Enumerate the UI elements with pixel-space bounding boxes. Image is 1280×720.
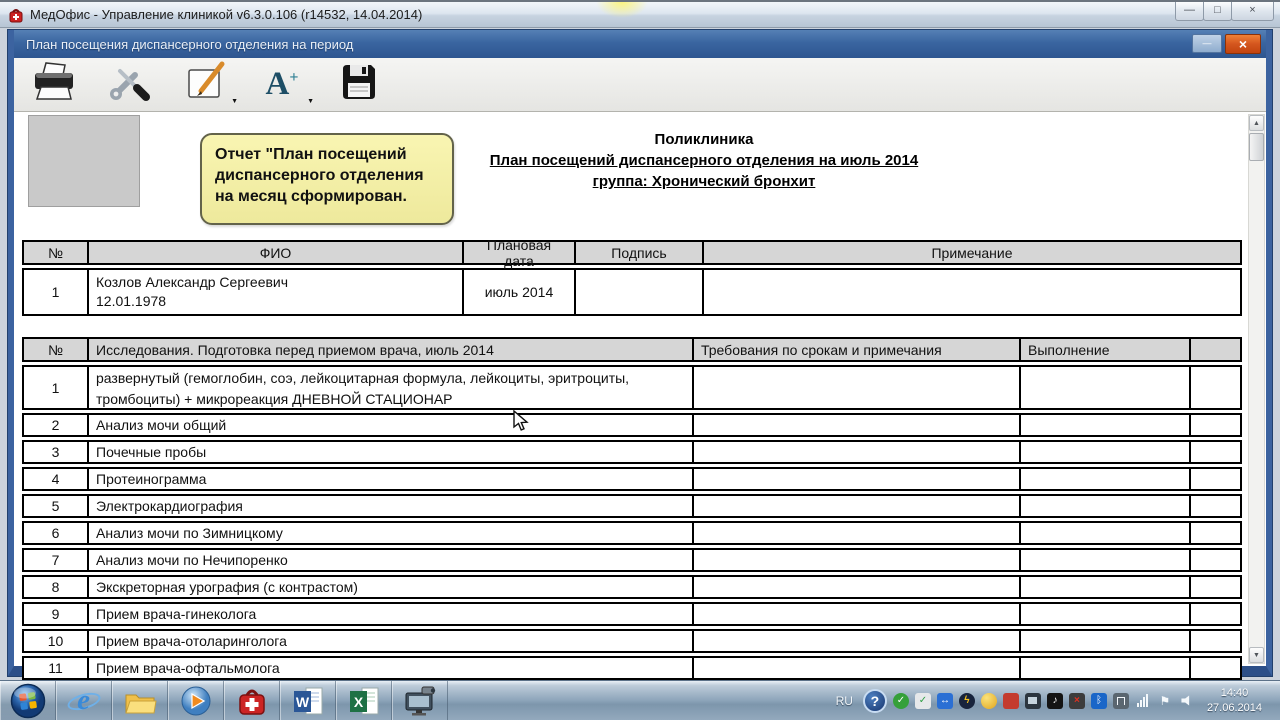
study-extra xyxy=(1189,415,1240,435)
action-center-flag-icon[interactable]: ⚑ xyxy=(1159,693,1171,708)
study-text: Анализ мочи по Зимницкому xyxy=(87,523,692,543)
study-done xyxy=(1019,496,1189,516)
col-header-study: Исследования. Подготовка перед приемом врача, июль 2014 xyxy=(87,339,692,360)
window-titlebar xyxy=(0,0,1280,28)
study-requirements xyxy=(692,442,1019,462)
taskbar-clock[interactable] xyxy=(1201,686,1272,716)
study-text: Прием врача-отоларинголога xyxy=(87,631,692,651)
folder-icon xyxy=(123,686,157,716)
report-toolbar xyxy=(14,58,1266,112)
taskbar-media-player[interactable] xyxy=(168,681,224,720)
excel-icon xyxy=(348,686,380,716)
taskbar-windows-explorer[interactable] xyxy=(112,681,168,720)
system-tray xyxy=(832,681,1280,720)
signal-bars-icon[interactable] xyxy=(1135,693,1151,709)
patient-row xyxy=(22,268,1242,316)
notification-balloon: Отчет "План посещений диспансерного отделения на месяц сформирован. xyxy=(200,133,454,225)
col-header-planned-date: Плановая дата xyxy=(462,242,574,263)
report-title-line: План посещений диспансерного отделения на июль 2014 xyxy=(489,152,919,169)
study-done xyxy=(1019,631,1189,651)
close-button[interactable]: × xyxy=(1231,2,1274,21)
study-text: Экскреторная урография (с контрастом) xyxy=(87,577,692,597)
study-extra xyxy=(1189,577,1240,597)
study-row xyxy=(22,656,1242,680)
patient-birthdate: 12.01.1978 xyxy=(96,293,167,309)
patient-signature xyxy=(574,270,702,314)
patient-num: 1 xyxy=(51,284,60,300)
study-done xyxy=(1019,415,1189,435)
save-button[interactable] xyxy=(334,63,382,107)
shield-check-icon[interactable]: ✓ xyxy=(915,693,931,709)
teamviewer-icon[interactable]: ↔ xyxy=(937,693,953,709)
study-row xyxy=(22,413,1242,437)
study-done xyxy=(1019,550,1189,570)
col-header-signature: Подпись xyxy=(574,242,702,263)
study-num: 1 xyxy=(51,379,60,396)
volume-icon[interactable] xyxy=(1179,693,1195,709)
study-extra xyxy=(1189,550,1240,570)
study-requirements xyxy=(692,658,1019,678)
study-row xyxy=(22,575,1242,599)
studies-table xyxy=(22,337,1242,683)
study-num: 3 xyxy=(51,444,60,460)
study-requirements xyxy=(692,550,1019,570)
mouse-cursor xyxy=(512,410,532,437)
logo-placeholder xyxy=(28,115,140,207)
study-num: 5 xyxy=(51,498,60,514)
internet-explorer-icon: e xyxy=(77,684,90,716)
scroll-down-button[interactable]: ▼ xyxy=(1249,647,1264,663)
col-header-note: Примечание xyxy=(702,242,1240,263)
study-done xyxy=(1019,469,1189,489)
save-floppy-icon xyxy=(338,62,378,107)
vertical-scrollbar[interactable] xyxy=(1248,114,1265,664)
study-row xyxy=(22,467,1242,491)
patient-note xyxy=(702,270,1240,314)
patients-header-row xyxy=(22,236,1242,269)
study-requirements xyxy=(692,415,1019,435)
study-extra xyxy=(1189,631,1240,651)
update-check-icon[interactable]: ✓ xyxy=(893,693,909,709)
media-player-icon xyxy=(180,685,212,717)
study-requirements xyxy=(692,604,1019,624)
clock-time: 14:40 xyxy=(1220,686,1249,699)
taskbar xyxy=(0,680,1280,720)
yellow-clock-icon[interactable] xyxy=(981,693,997,709)
window-title: МедОфис - Управление клиникой v6.3.0.106 (r14532, 14.04.2014) xyxy=(30,7,423,22)
screen-recorder-icon xyxy=(403,685,437,717)
study-text: Прием врача-гинеколога xyxy=(87,604,692,624)
study-num: 7 xyxy=(51,552,60,568)
taskbar-screen-recorder[interactable] xyxy=(392,681,448,720)
child-minimize-button[interactable]: — xyxy=(1192,34,1222,53)
col-header-extra xyxy=(1189,339,1240,360)
studies-header-row xyxy=(22,337,1242,362)
red-status-icon[interactable] xyxy=(1003,693,1019,709)
taskbar-internet-explorer[interactable] xyxy=(56,681,112,720)
lightning-icon[interactable]: ϟ xyxy=(959,693,975,709)
patient-planned-date: июль 2014 xyxy=(462,270,574,314)
taskbar-word[interactable] xyxy=(280,681,336,720)
scrollbar-thumb[interactable] xyxy=(1249,133,1264,161)
window-controls xyxy=(1176,2,1274,21)
col-header-requirements: Требования по срокам и примечания xyxy=(692,339,1019,360)
study-extra xyxy=(1189,523,1240,543)
language-indicator[interactable]: RU xyxy=(835,693,853,708)
study-text: Анализ мочи общий xyxy=(87,415,692,435)
study-text: Анализ мочи по Нечипоренко xyxy=(87,550,692,570)
report-child-window xyxy=(8,30,1272,676)
capture-light-artifact xyxy=(586,2,658,28)
font-size-icon: A+ xyxy=(265,66,299,102)
study-extra xyxy=(1189,658,1240,678)
settings-button[interactable] xyxy=(106,63,154,107)
study-num: 6 xyxy=(51,525,60,541)
study-text: Почечные пробы xyxy=(87,442,692,462)
minimize-button[interactable]: — xyxy=(1175,2,1204,21)
study-row xyxy=(22,548,1242,572)
study-done xyxy=(1019,367,1189,408)
tv-tuner-icon[interactable] xyxy=(1025,693,1041,709)
maximize-button[interactable]: □ xyxy=(1203,2,1232,21)
study-row xyxy=(22,494,1242,518)
col-header-num: № xyxy=(24,339,87,360)
start-button[interactable] xyxy=(0,681,56,720)
app-window-body xyxy=(0,28,1280,680)
study-row xyxy=(22,602,1242,626)
medofis-app-icon xyxy=(8,7,24,23)
study-num: 9 xyxy=(51,606,60,622)
taskbar-medofis[interactable] xyxy=(224,681,280,720)
svg-text:W: W xyxy=(295,693,309,710)
printer-icon xyxy=(32,62,76,107)
edit-button[interactable] xyxy=(182,63,238,107)
study-num: 2 xyxy=(51,417,60,433)
bluetooth-icon[interactable]: ᛒ xyxy=(1091,693,1107,709)
study-text: Протеинограмма xyxy=(87,469,692,489)
report-header xyxy=(434,131,974,194)
help-icon[interactable]: ? xyxy=(863,689,887,713)
edit-dropdown-arrow[interactable]: ▼ xyxy=(231,97,238,105)
taskbar-excel[interactable] xyxy=(336,681,392,720)
study-done xyxy=(1019,577,1189,597)
report-group-line: группа: Хронический бронхит xyxy=(592,173,816,190)
study-text: Прием врача-офтальмолога xyxy=(87,658,692,678)
font-size-button[interactable] xyxy=(258,63,314,107)
study-requirements xyxy=(692,496,1019,516)
clock-date: 27.06.2014 xyxy=(1206,701,1262,714)
study-num: 11 xyxy=(48,660,63,676)
study-done xyxy=(1019,523,1189,543)
study-requirements xyxy=(692,469,1019,489)
study-row xyxy=(22,521,1242,545)
study-requirements xyxy=(692,367,1019,408)
study-row xyxy=(22,365,1242,410)
col-header-fio: ФИО xyxy=(87,242,462,263)
study-text: развернутый (гемоглобин, соэ, лейкоцитарная формула, лейкоциты, эритроциты, тромбоциты) + микрореакция ДНЕВНОЙ СТАЦИОНАР xyxy=(96,370,630,407)
study-text: Электрокардиография xyxy=(87,496,692,516)
col-header-num: № xyxy=(24,242,87,263)
child-window-title: План посещения диспансерного отделения на период xyxy=(26,36,354,52)
edit-note-icon xyxy=(184,62,228,107)
patient-name: Козлов Александр Сергеевич xyxy=(96,274,289,291)
windows-orb-icon xyxy=(10,683,46,719)
svg-text:X: X xyxy=(353,693,363,710)
child-close-button[interactable]: × xyxy=(1225,34,1261,54)
study-num: 4 xyxy=(51,471,60,487)
scroll-up-button[interactable]: ▲ xyxy=(1249,115,1264,131)
study-requirements xyxy=(692,631,1019,651)
patient-fio xyxy=(87,270,462,314)
study-num: 8 xyxy=(51,579,60,595)
audio-note-icon[interactable]: ♪ xyxy=(1047,693,1063,709)
patients-table xyxy=(22,236,1242,319)
report-org-line: Поликлиника xyxy=(654,131,754,148)
study-extra xyxy=(1189,469,1240,489)
network-plug-icon[interactable] xyxy=(1113,693,1129,709)
disconnected-icon[interactable]: × xyxy=(1069,693,1085,709)
study-done xyxy=(1019,442,1189,462)
study-extra xyxy=(1189,367,1240,408)
print-button[interactable] xyxy=(30,63,78,107)
font-dropdown-arrow[interactable]: ▼ xyxy=(307,97,314,105)
medofis-bag-icon xyxy=(236,685,268,717)
tools-icon xyxy=(108,62,152,107)
study-num: 10 xyxy=(47,633,64,649)
child-window-titlebar xyxy=(14,30,1266,58)
study-extra xyxy=(1189,442,1240,462)
word-icon xyxy=(292,686,324,716)
study-requirements xyxy=(692,577,1019,597)
col-header-done: Выполнение xyxy=(1019,339,1189,360)
study-extra xyxy=(1189,604,1240,624)
study-done xyxy=(1019,658,1189,678)
report-document xyxy=(14,112,1266,676)
study-done xyxy=(1019,604,1189,624)
study-extra xyxy=(1189,496,1240,516)
study-row xyxy=(22,629,1242,653)
study-row xyxy=(22,440,1242,464)
study-requirements xyxy=(692,523,1019,543)
